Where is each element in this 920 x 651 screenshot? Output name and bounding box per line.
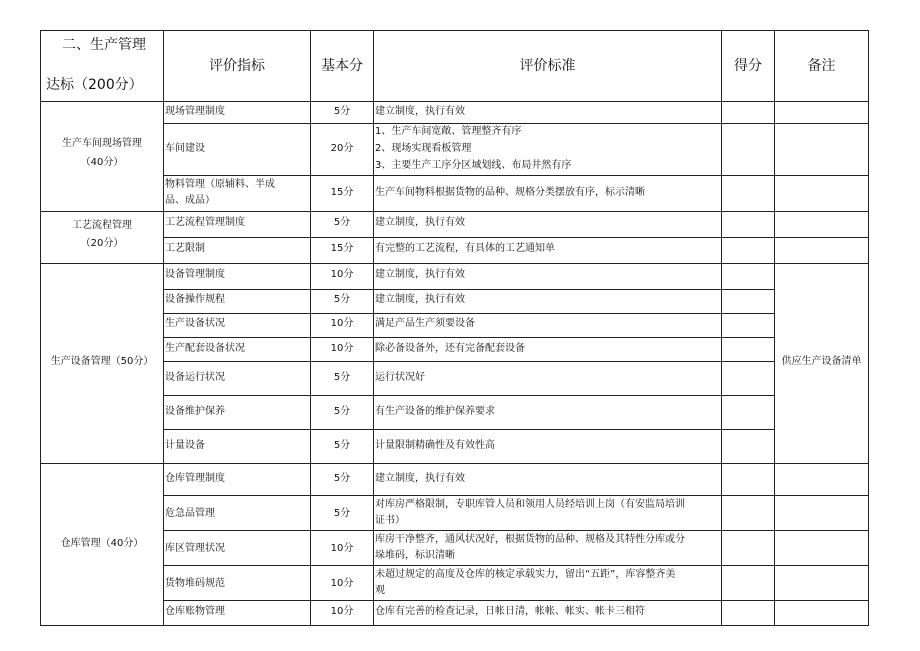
- indicator-cell: 现场管理制度: [165, 106, 225, 117]
- score-cell: 5分: [333, 106, 351, 117]
- standard-cell: 生产车间物料根据货物的品种、规格分类摆放有序，标示清晰: [375, 187, 645, 198]
- score-cell: 5分: [333, 508, 351, 519]
- standard-cell: 除必备设备外，还有完备配套设备: [375, 343, 525, 354]
- score-cell: 15分: [330, 187, 354, 198]
- standard-cell: 运行状况好: [375, 372, 425, 383]
- score-cell: 20分: [330, 143, 354, 154]
- indicator-cell: 仓库管理制度: [165, 473, 225, 484]
- score-cell: 5分: [333, 440, 351, 451]
- standard-cell: 有生产设备的维护保养要求: [375, 406, 495, 417]
- standard-cell: 满足产品生产须要设备: [375, 318, 475, 329]
- indicator-cell: 危急品管理: [165, 508, 215, 519]
- standard-line: 库房干净整齐，通风状况好，根据货物的品种、规格及其特性分库或分: [375, 534, 685, 545]
- header-indicator: 评价指标: [209, 58, 265, 74]
- score-cell: 5分: [333, 406, 351, 417]
- indicator-cell: 仓库账物管理: [165, 606, 225, 617]
- indicator-cell: 生产配套设备状况: [165, 343, 245, 354]
- indicator-cell: 工艺限制: [165, 243, 205, 254]
- indicator-line: 物料管理（原辅料、半成: [165, 179, 275, 190]
- indicator-cell: 设备运行状况: [165, 372, 225, 383]
- standard-cell: 仓库有完善的检查记录，日帐日清，帐帐、帐实、帐卡三相符: [375, 606, 645, 617]
- standard-cell: 建立制度，执行有效: [375, 473, 465, 484]
- standard-cell: 建立制度，执行有效: [375, 294, 465, 305]
- indicator-cell: 设备管理制度: [165, 269, 225, 280]
- score-cell: 10分: [330, 543, 354, 554]
- indicator-cell: 设备维护保养: [165, 406, 225, 417]
- score-cell: 10分: [330, 343, 354, 354]
- score-cell: 10分: [330, 318, 354, 329]
- category-name: 仓库管理（40分）: [60, 538, 144, 549]
- indicator-cell: 货物堆码规范: [165, 578, 225, 589]
- standard-line: 观: [375, 585, 385, 596]
- standard-line: 垛堆码，标识清晰: [375, 550, 455, 561]
- score-cell: 5分: [333, 473, 351, 484]
- indicator-cell: 工艺流程管理制度: [165, 217, 245, 228]
- standard-line: 证书）: [375, 515, 405, 526]
- score-cell: 10分: [330, 269, 354, 280]
- header-remark: 备注: [807, 58, 836, 74]
- standard-line: 1、生产车间宽敞、管理整齐有序: [375, 126, 522, 137]
- category-name: 生产设备管理（50分）: [50, 356, 154, 367]
- score-cell: 10分: [330, 606, 354, 617]
- score-cell: 5分: [333, 217, 351, 228]
- standard-line: 2、现场实现看板管理: [375, 143, 472, 154]
- standard-cell: 计量限制精确性及有效性高: [375, 440, 495, 451]
- category-points: （40分）: [80, 157, 124, 168]
- score-cell: 15分: [330, 243, 354, 254]
- score-cell: 5分: [333, 294, 351, 305]
- standard-cell: 建立制度，执行有效: [375, 106, 465, 117]
- header-score: 得分: [734, 58, 762, 74]
- score-cell: 10分: [330, 578, 354, 589]
- indicator-cell: 车间建设: [165, 143, 205, 154]
- standard-cell: 建立制度，执行有效: [375, 269, 465, 280]
- standard-cell: 有完整的工艺流程，有具体的工艺通知单: [375, 243, 555, 254]
- indicator-cell: 生产设备状况: [165, 318, 225, 329]
- indicator-cell: 计量设备: [165, 440, 205, 451]
- category-name: 工艺流程管理: [72, 220, 132, 231]
- standard-line: 3、主要生产工序分区域划线、布局井然有序: [375, 160, 572, 171]
- table-title-line1: 二、生产管理: [62, 37, 146, 53]
- table-title-line2: 达标（200分）: [46, 77, 143, 93]
- indicator-line: 品、成品）: [165, 195, 215, 206]
- evaluation-table: [40, 30, 869, 626]
- remark-equipment: 供应生产设备清单: [781, 356, 862, 367]
- score-cell: 5分: [333, 372, 351, 383]
- standard-line: 对库房严格限制，专职库管人员和领用人员经培训上岗（有安监局培训: [375, 499, 685, 510]
- indicator-cell: 设备操作规程: [165, 294, 225, 305]
- category-points: （20分）: [80, 238, 124, 249]
- category-name: 生产车间现场管理: [62, 138, 142, 149]
- header-standard: 评价标准: [519, 58, 576, 74]
- indicator-cell: 库区管理状况: [165, 543, 225, 554]
- standard-cell: 建立制度，执行有效: [375, 217, 465, 228]
- standard-line: 未超过规定的高度及仓库的核定承载实力，留出“五距”，库容整齐美: [375, 569, 676, 580]
- header-base-score: 基本分: [321, 58, 363, 74]
